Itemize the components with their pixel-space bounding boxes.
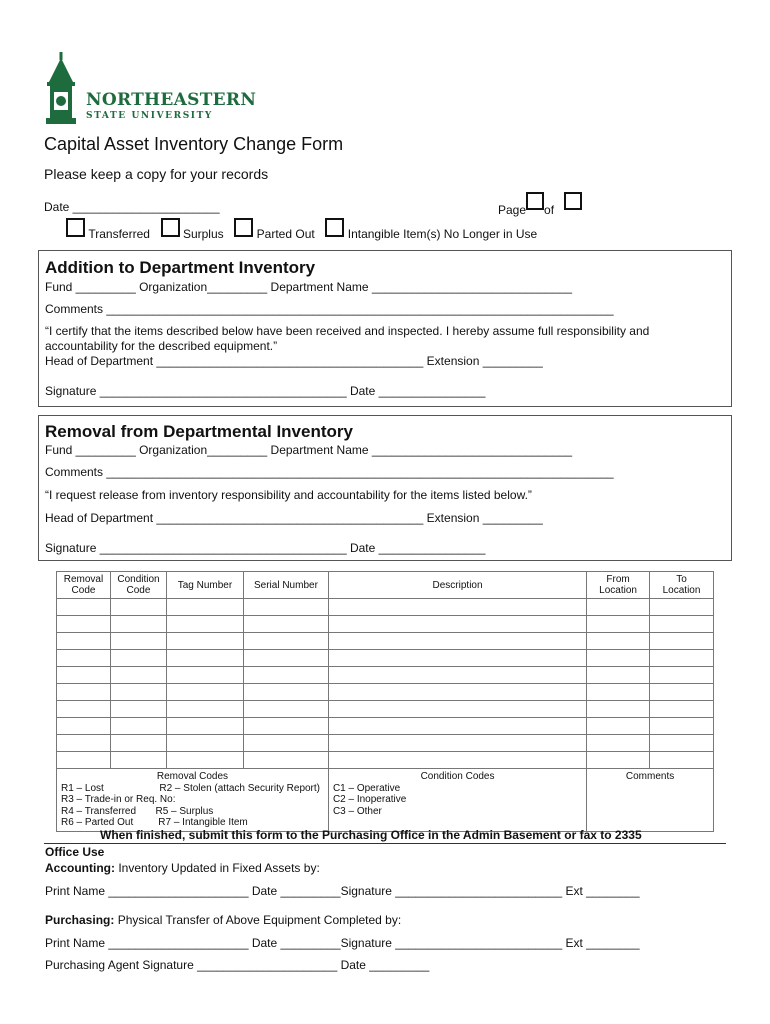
comments-cell[interactable]: [587, 769, 714, 832]
addition-certify-line2: accountability for the described equipment.”: [45, 339, 278, 353]
condition-code-line: C2 – Inoperative: [332, 794, 407, 805]
purchasing-text: Physical Transfer of Above Equipment Completed by:: [114, 913, 402, 927]
table-header-row: [57, 572, 714, 599]
office-use-divider: [44, 843, 726, 844]
office-use-title: Office Use: [45, 845, 105, 859]
addition-fund-line[interactable]: Fund _________ Organization_________ Department Name ______________________________: [45, 280, 573, 294]
removal-head-line[interactable]: Head of Department ________________________________________ Extension _________: [45, 511, 543, 525]
intangible-checkbox[interactable]: [325, 218, 344, 237]
addition-comments-line[interactable]: Comments ____________________________________________________________________________: [45, 302, 614, 316]
table-row[interactable]: [57, 718, 714, 735]
purchasing-label: Purchasing:: [45, 913, 115, 927]
removal-fund-line[interactable]: Fund _________ Organization_________ Department Name ______________________________: [45, 443, 573, 457]
table-row[interactable]: [57, 701, 714, 718]
accounting-text: Inventory Updated in Fixed Assets by:: [115, 861, 320, 875]
accounting-print-line[interactable]: Print Name _____________________ Date _________Signature _________________________ Ext ________: [45, 884, 640, 898]
tag-number-header: Tag Number: [166, 572, 243, 599]
university-logo: [44, 52, 257, 124]
change-type-options: [66, 218, 537, 241]
from-location-header: From Location: [587, 572, 650, 599]
removal-request-line: “I request release from inventory responsibility and accountability for the items listed below.”: [45, 488, 532, 502]
accounting-line: [45, 861, 320, 875]
table-row[interactable]: [57, 684, 714, 701]
purchasing-line: [45, 913, 401, 927]
condition-code-header: Condition Code: [110, 572, 166, 599]
accounting-label: Accounting:: [45, 861, 115, 875]
addition-head-line[interactable]: Head of Department ________________________________________ Extension _________: [45, 354, 543, 368]
condition-codes-title: Condition Codes: [420, 771, 495, 782]
surplus-checkbox[interactable]: [161, 218, 180, 237]
removal-heading: Removal from Departmental Inventory: [45, 422, 353, 441]
serial-number-header: Serial Number: [243, 572, 328, 599]
removal-comments-line[interactable]: Comments ____________________________________________________________________________: [45, 465, 614, 479]
items-table: [56, 571, 714, 832]
comments-title: Comments: [625, 771, 675, 782]
condition-code-line: C3 – Other: [332, 805, 382, 817]
removal-signature-line[interactable]: Signature _____________________________________ Date ________________: [45, 541, 486, 555]
table-row[interactable]: [57, 633, 714, 650]
parted-out-checkbox[interactable]: [234, 218, 253, 237]
removal-code-header: Removal Code: [57, 572, 111, 599]
transferred-label: Transferred: [88, 227, 150, 241]
purchasing-agent-line[interactable]: Purchasing Agent Signature _____________________ Date _________: [45, 958, 430, 972]
page-total-checkbox[interactable]: [564, 192, 582, 210]
intangible-label: Intangible Item(s) No Longer in Use: [347, 227, 538, 241]
condition-code-line: C1 – Operative: [332, 782, 401, 794]
table-row[interactable]: [57, 616, 714, 633]
transferred-checkbox[interactable]: [66, 218, 85, 237]
purchasing-print-line[interactable]: Print Name _____________________ Date _________Signature _________________________ Ext ________: [45, 936, 640, 950]
addition-certify-line1: “I certify that the items described below have been received and inspected. I hereby assume full responsibility and: [45, 324, 650, 338]
addition-signature-line[interactable]: Signature _____________________________________ Date ________________: [45, 384, 486, 398]
table-row[interactable]: [57, 752, 714, 769]
removal-code-line: R6 – Parted Out R7 – Intangible Item: [61, 817, 248, 828]
submit-note: When finished, submit this form to the Purchasing Office in the Admin Basement or fax to 2335: [100, 828, 642, 842]
to-location-header: To Location: [650, 572, 714, 599]
page-label: Page: [498, 203, 527, 217]
table-row[interactable]: [57, 650, 714, 667]
table-row[interactable]: [57, 599, 714, 616]
codes-legend-row: [57, 769, 714, 832]
removal-code-line: R3 – Trade-in or Req. No:: [61, 794, 176, 805]
removal-code-line: R4 – Transferred R5 – Surplus: [61, 805, 214, 817]
parted-out-label: Parted Out: [256, 227, 315, 241]
form-title: Capital Asset Inventory Change Form: [44, 134, 344, 154]
page-counter: [498, 192, 582, 217]
addition-heading: Addition to Department Inventory: [45, 258, 316, 277]
table-row[interactable]: [57, 667, 714, 684]
logo-name-line1: NORTHEASTERN: [86, 90, 257, 110]
removal-codes-legend: [57, 769, 329, 832]
removal-code-line: R1 – Lost R2 – Stolen (attach Security Report): [61, 782, 320, 794]
condition-codes-legend: [328, 769, 586, 832]
of-label: of: [544, 203, 555, 217]
logo-name-line2: STATE UNIVERSITY: [86, 111, 213, 121]
date-field[interactable]: Date ______________________: [44, 200, 220, 214]
page-number-checkbox[interactable]: [526, 192, 544, 210]
surplus-label: Surplus: [182, 227, 224, 241]
description-header: Description: [328, 572, 586, 599]
clock-tower-icon: [44, 52, 78, 124]
removal-codes-title: Removal Codes: [156, 771, 229, 782]
table-row[interactable]: [57, 735, 714, 752]
form-subtitle: Please keep a copy for your records: [44, 166, 269, 182]
